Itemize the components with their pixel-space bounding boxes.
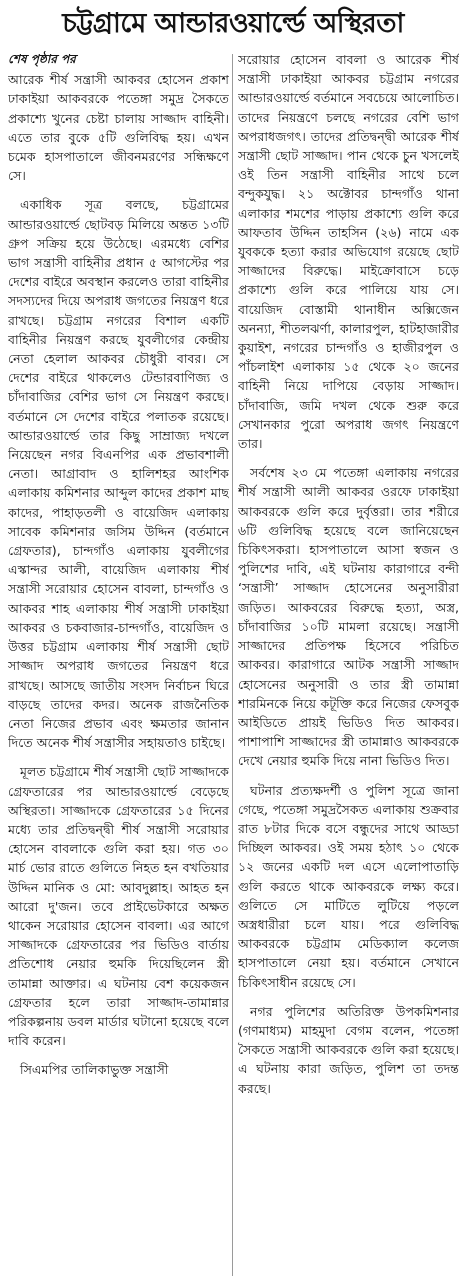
continued-from-kicker: শেষ পৃষ্ঠার পর [8, 52, 76, 66]
article-column-left [8, 50, 229, 1282]
paragraph: সর্বশেষ ২৩ মে পতেঙ্গা এলাকায় নগরের শীর্ষ সন্ত্রাসী আলী আকবর ওরফে ঢাকাইয়া আকবরকে গুলি করে দুর্বৃত্তরা। তার শরীরে ৬টি গুলিবিদ্ধ হয়েছে বলে জানিয়েছেন চিকিৎসকরা। হাসপাতালে আসা স্বজন ও পুলিশের দাবি, এই ঘটনায় কারাগারে বন্দী ‘সন্ত্রাসী’ সাজ্জাদ হোসেনের অনুসারীরা জড়িত। আকবরের বিরুদ্ধে হত্যা, অস্ত্র, চাঁদাবাজির ১০টি মামলা রয়েছে। সন্ত্রাসী সাজ্জাদের প্রতিপক্ষ হিসেবে পরিচিত আকবর। কারাগারে আটক সন্ত্রাসী সাজ্জাদ হোসেনের অনুসারী ও তার স্ত্রী তামান্না শারমিনকে নিয়ে কটূক্তি করে নিজের ফেসবুক আইডিতে প্রায়ই ভিডিও দিত আকবর। পাশাপাশি সাজ্জাদের স্ত্রী তামান্নাও আকবরকে দেখে নেয়ার হুমকি দিয়ে নানা ভিডিও দিত। [238, 465, 459, 769]
paragraph: নগর পুলিশের অতিরিক্ত উপকমিশনার (গণমাধ্যম) মাহমুদা বেগম বলেন, পতেঙ্গা সৈকতে সন্ত্রাসী আকবরকে গুলি করা হয়েছে। এ ঘটনায় কারা জড়িত, পুলিশ তা তদন্ত করছে। [238, 1003, 459, 1096]
paragraph: মূলত চট্টগ্রামে শীর্ষ সন্ত্রাসী ছোট সাজ্জাদকে গ্রেফতারের পর আন্ডারওয়ার্ল্ডে বেড়েছে অস্থিরতা। সাজ্জাদকে গ্রেফতারের ১৫ দিনের মধ্যে তার প্রতিদ্বন্দ্বী শীর্ষ সন্ত্রাসী সরোয়ার হোসেন বাবলাকে গুলি করা হয়। গত ৩০ মার্চ ভোর রাতে গুলিতে নিহত হন বখতিয়ার উদ্দিন মানিক ও মো: আবদুল্লাহ। আহত হন আরো দু'জন। তবে প্রাইভেটকারে অক্ষত থাকেন সরোয়ার হোসেন বাবলা। এর আগে সাজ্জাদকে গ্রেফতারের পর ভিডিও বার্তায় প্রতিশোধ নেয়ার হুমকি দিয়েছিলেন স্ত্রী তামান্না আক্তার। এ ঘটনায় বেশ কয়েকজন গ্রেফতার হলে তারা সাজ্জাদ-তামান্নার পরিকল্পনায় ডবল মার্ডার ঘটানো হয়েছে বলে দাবি করেন। [8, 764, 229, 1049]
paragraph: আরেক শীর্ষ সন্ত্রাসী আকবর হোসেন প্রকাশ ঢাকাইয়া আকবরকে পতেঙ্গা সমুদ্র সৈকতে প্রকাশ্যে খুনের চেষ্টা চালায় সাজ্জাদ বাহিনী। এতে তার বুকে ৫টি গুলিবিদ্ধ হয়। এখন চমেক হাসপাতালে জীবনমরণের সন্ধিক্ষণে সে। [8, 72, 229, 184]
paragraph: একাধিক সূত্র বলছে, চট্টগ্রামের আন্ডারওয়ার্ল্ডে ছোটবড় মিলিয়ে অন্তত ১৩টি গ্রুপ সক্রিয় হয়ে উঠেছে। এরমধ্যে বেশির ভাগ সন্ত্রাসী বাহিনীর প্রধান ৫ আগস্টের পর দেশের বাইরে অবস্থান করলেও তারা বাহিনীর সদস্যদের দিয়ে অপরাধ জগতের নিয়ন্ত্রণ ধরে রাখছে। চট্টগ্রাম নগরের বিশাল একটি বাহিনীর নিয়ন্ত্রণ করছে যুবলীগের কেন্দ্রীয় নেতা হেলাল আকবর চৌধুরী বাবর। সে দেশের বাইরে থাকলেও টেন্ডারবাণিজ্য ও চাঁদাবাজির বেশির ভাগ সে নিয়ন্ত্রণ করছে। বর্তমানে সে দেশের বাইরে পলাতক রয়েছে। আন্ডারওয়ার্ল্ডে তার কিছু সাম্রাজ্য দখলে নিয়েছেন নগর বিএনপির এক প্রভাবশালী নেতা। আগ্রাবাদ ও হালিশহর আংশিক এলাকায় কমিশনার আব্দুল কাদের প্রকাশ মাছ কাদের, পাহাড়তলী ও বায়েজিদ এলাকায় সাবেক কমিশনার জসিম উদ্দিন (বর্তমানে গ্রেফতার), চান্দগাঁও এলাকায় যুবলীগের এস্কান্দর আলী, বায়েজিদ এলাকায় শীর্ষ সন্ত্রাসী সরোয়ার হোসেন বাবলা, চান্দগাঁও ও আকবর শাহ এলাকায় শীর্ষ সন্ত্রাসী ঢাকাইয়া আকবর ও চকবাজার-চান্দগাঁও, বায়েজিদ ও উত্তর চট্টগ্রাম এলাকায় শীর্ষ সন্ত্রাসী ছোট সাজ্জাদ অপরাধ জগতের নিয়ন্ত্রণ ধরে রাখছে। আসছে জাতীয় সংসদ নির্বাচন ঘিরে বাড়ছে তাদের কদর। অনেক রাজনৈতিক নেতা নিজের প্রভাব এবং ক্ষমতার জানান দিতে অনেক শীর্ষ সন্ত্রাসীর সহায়তাও চাইছে। [8, 197, 229, 751]
column-divider [232, 54, 233, 1276]
paragraph: সিএমপির তালিকাভুক্ত সন্ত্রাসী [20, 1062, 169, 1078]
paragraph: সরোয়ার হোসেন বাবলা ও আরেক শীর্ষ সন্ত্রাসী ঢাকাইয়া আকবর চট্টগ্রাম নগরের আন্ডারওয়ার্ল্ডে বর্তমানে সবচেয়ে আলোচিত। তাদের নিয়ন্ত্রণে চলছে নগরের বেশি ভাগ অপরাধজগৎ। তাদের প্রতিদ্বন্দ্বী আরেক শীর্ষ সন্ত্রাসী ছোট সাজ্জাদ। পান থেকে চুন খসলেই ওই তিন সন্ত্রাসী বাহিনীর সাথে চলে বন্দুকযুদ্ধ। ২১ অক্টোবর চান্দগাঁও থানা এলাকার শমশের পাড়ায় প্রকাশ্যে গুলি করে আফতাব উদ্দিন তাহসিন (২৬) নামে এক যুবককে হত্যা করার অভিযোগ রয়েছে ছোট সাজ্জাদের বিরুদ্ধে। মাইক্রোবাসে চড়ে প্রকাশ্যে গুলি করে পালিয়ে যায় সে। বায়েজিদ বোস্তামী থানাধীন অক্সিজেন অনন্যা, শীতলঝর্ণা, কালারপুল, হাটহাজারীর কুয়াইশ, নগরের চান্দগাঁও ও হাজীরপুল ও পাঁচলাইশ এলাকায় ১৫ থেকে ২০ জনের বাহিনী নিয়ে দাপিয়ে বেড়ায় সাজ্জাদ। চাঁদাবাজি, জমি দখল থেকে শুরু করে সেখানকার পুরো অপরাধ জগৎ নিয়ন্ত্রণে তার। [238, 52, 459, 452]
article-column-right [238, 50, 459, 1282]
article-headline: চট্টগ্রামে আন্ডারওয়ার্ল্ডে অস্থিরতা [62, 8, 404, 39]
paragraph: ঘটনার প্রত্যক্ষদর্শী ও পুলিশ সূত্রে জানা গেছে, পতেঙ্গা সমুদ্রসৈকত এলাকায় শুক্রবার রাত ৮টার দিকে বসে বন্ধুদের সাথে আড্ডা দিচ্ছিল আকবর। ওই সময় হঠাৎ ১০ থেকে ১২ জনের একটি দল এসে এলোপাতাড়ি গুলি করতে থাকে আকবরকে লক্ষ্য করে। গুলিতে সে মাটিতে লুটিয়ে পড়লে অস্ত্রধারীরা চলে যায়। পরে গুলিবিদ্ধ আকবরকে চট্টগ্রাম মেডিক্যাল কলেজ হাসপাতালে নেয়া হয়। বর্তমানে সেখানে চিকিৎসাধীন রয়েছে সে। [238, 782, 459, 990]
